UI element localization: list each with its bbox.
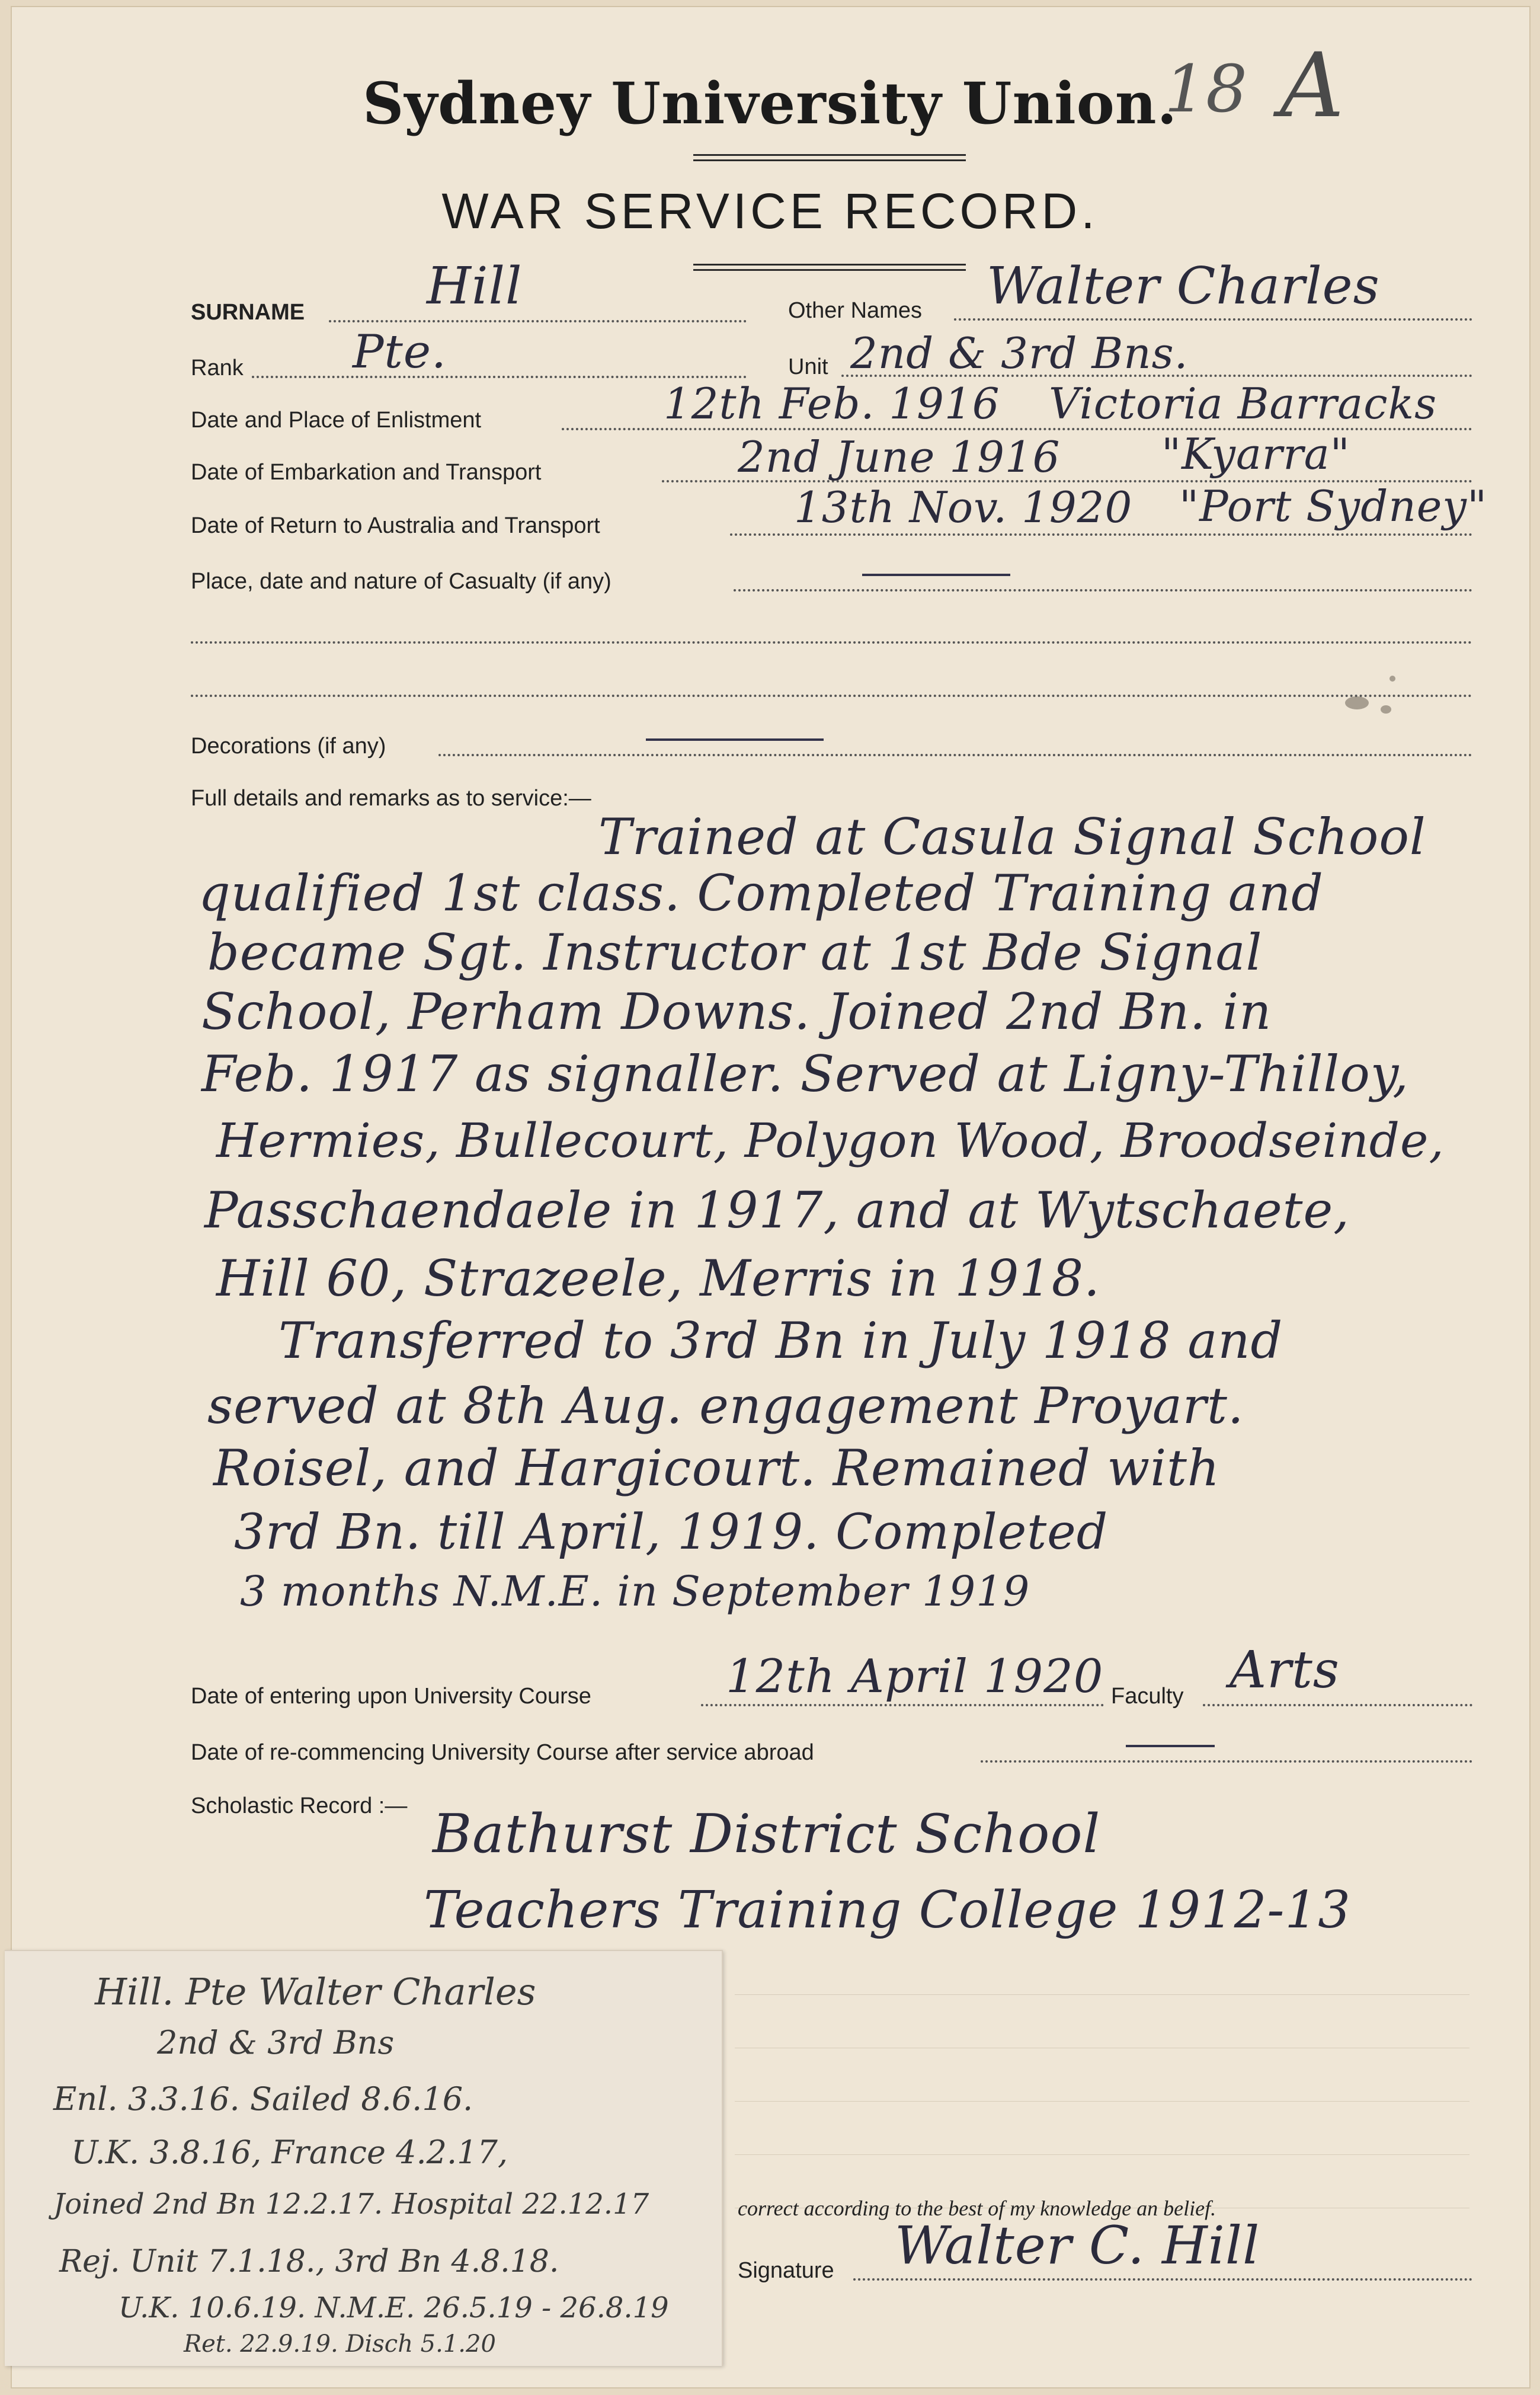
corner-annotation-number: 18 xyxy=(1164,51,1247,127)
scholastic-line-1: Bathurst District School xyxy=(433,1803,1101,1865)
enlistment-label: Date and Place of Enlistment xyxy=(191,408,482,433)
scholastic-label: Scholastic Record :— xyxy=(191,1793,408,1818)
embarkation-label: Date of Embarkation and Transport xyxy=(191,460,542,485)
service-line-7: Passchaendaele in 1917, and at Wytschaete, xyxy=(204,1181,1350,1239)
surname-value: Hill xyxy=(427,257,523,316)
service-line-1: Trained at Casula Signal School xyxy=(598,808,1426,866)
decorations-label: Decorations (if any) xyxy=(191,734,386,759)
signature-label: Signature xyxy=(738,2258,834,2283)
service-line-13: 3 months N.M.E. in September 1919 xyxy=(240,1567,1030,1616)
entering-course-dots xyxy=(701,1704,1104,1706)
unit-value: 2nd & 3rd Bns. xyxy=(850,328,1189,378)
rank-dots xyxy=(252,376,747,378)
embarkation-date: 2nd June 1916 xyxy=(738,432,1061,482)
enlistment-date: 12th Feb. 1916 xyxy=(664,379,1000,429)
details-label: Full details and remarks as to service:— xyxy=(191,786,591,811)
service-line-8: Hill 60, Strazeele, Merris in 1918. xyxy=(216,1249,1100,1307)
note-line-4: U.K. 3.8.16, France 4.2.17, xyxy=(71,2134,508,2171)
ink-smudge xyxy=(1389,676,1395,682)
recommencing-label: Date of re-commencing University Course after service abroad xyxy=(191,1740,814,1765)
rank-label: Rank xyxy=(191,356,244,380)
faculty-dots xyxy=(1203,1704,1472,1706)
casualty-label: Place, date and nature of Casualty (if any) xyxy=(191,569,611,594)
casualty-nil-dash xyxy=(862,574,1010,576)
service-line-2: qualified 1st class. Completed Training and xyxy=(198,864,1324,922)
note-line-7: U.K. 10.6.19. N.M.E. 26.5.19 - 26.8.19 xyxy=(119,2291,669,2324)
note-line-8: Ret. 22.9.19. Disch 5.1.20 xyxy=(184,2330,496,2358)
rank-value: Pte. xyxy=(353,325,447,379)
service-line-5: Feb. 1917 as signaller. Served at Ligny-Thilloy, xyxy=(201,1045,1409,1103)
ruled-line xyxy=(735,2154,1469,2155)
other-names-label: Other Names xyxy=(788,298,922,323)
service-line-9: Transferred to 3rd Bn in July 1918 and xyxy=(278,1312,1283,1370)
return-date: 13th Nov. 1920 xyxy=(794,482,1133,532)
note-line-6: Rej. Unit 7.1.18., 3rd Bn 4.8.18. xyxy=(59,2244,559,2279)
note-line-5: Joined 2nd Bn 12.2.17. Hospital 22.12.17 xyxy=(53,2188,649,2221)
note-line-1: Hill. Pte Walter Charles xyxy=(95,1970,536,2013)
faculty-value: Arts xyxy=(1230,1641,1340,1700)
signature-dots xyxy=(853,2278,1472,2281)
header-rule-bottom xyxy=(693,264,966,271)
return-dots xyxy=(730,533,1472,536)
other-names-value: Walter Charles xyxy=(987,257,1380,316)
service-line-12: 3rd Bn. till April, 1919. Completed xyxy=(234,1504,1109,1561)
note-line-2: 2nd & 3rd Bns xyxy=(157,2024,395,2061)
union-name: Sydney University Union. xyxy=(362,70,1178,137)
entering-course-value: 12th April 1920 xyxy=(726,1650,1104,1703)
other-names-dots xyxy=(954,318,1472,321)
return-label: Date of Return to Australia and Transport xyxy=(191,513,600,538)
casualty-dots xyxy=(734,589,1472,591)
faculty-label: Faculty xyxy=(1111,1684,1184,1709)
enlistment-place: Victoria Barracks xyxy=(1049,379,1437,429)
certification-text: correct according to the best of my knowledge an belief. xyxy=(738,2196,1216,2220)
recommencing-dots xyxy=(981,1760,1472,1763)
return-transport: "Port Sydney" xyxy=(1179,481,1488,531)
service-line-3: became Sgt. Instructor at 1st Bde Signal xyxy=(207,923,1263,981)
service-line-11: Roisel, and Hargicourt. Remained with xyxy=(213,1439,1221,1497)
service-line-4: School, Perham Downs. Joined 2nd Bn. in xyxy=(201,983,1272,1041)
corner-annotation-letter: A xyxy=(1280,34,1344,138)
recommencing-nil-dash xyxy=(1126,1745,1215,1747)
surname-label: SURNAME xyxy=(191,300,305,325)
service-line-10: served at 8th Aug. engagement Proyart. xyxy=(207,1377,1244,1435)
ruled-line xyxy=(735,1994,1469,1995)
ink-smudge xyxy=(1345,696,1369,709)
ruled-line xyxy=(735,2101,1469,2102)
entering-course-label: Date of entering upon University Course xyxy=(191,1684,591,1709)
embarkation-transport: "Kyarra" xyxy=(1161,429,1350,479)
casualty-dots-3 xyxy=(191,695,1472,697)
decorations-dots xyxy=(438,754,1472,756)
surname-dots xyxy=(329,320,747,322)
scholastic-line-2: Teachers Training College 1912-13 xyxy=(424,1881,1351,1940)
record-title: WAR SERVICE RECORD. xyxy=(441,183,1099,239)
decorations-nil-dash xyxy=(646,738,824,741)
casualty-dots-2 xyxy=(191,641,1472,644)
signature-value: Walter C. Hill xyxy=(895,2215,1260,2276)
service-line-6: Hermies, Bullecourt, Polygon Wood, Broodseinde, xyxy=(216,1113,1445,1168)
ink-smudge xyxy=(1381,705,1391,714)
note-line-3: Enl. 3.3.16. Sailed 8.6.16. xyxy=(53,2080,473,2118)
header-rule-top xyxy=(693,154,966,161)
unit-label: Unit xyxy=(788,354,828,379)
